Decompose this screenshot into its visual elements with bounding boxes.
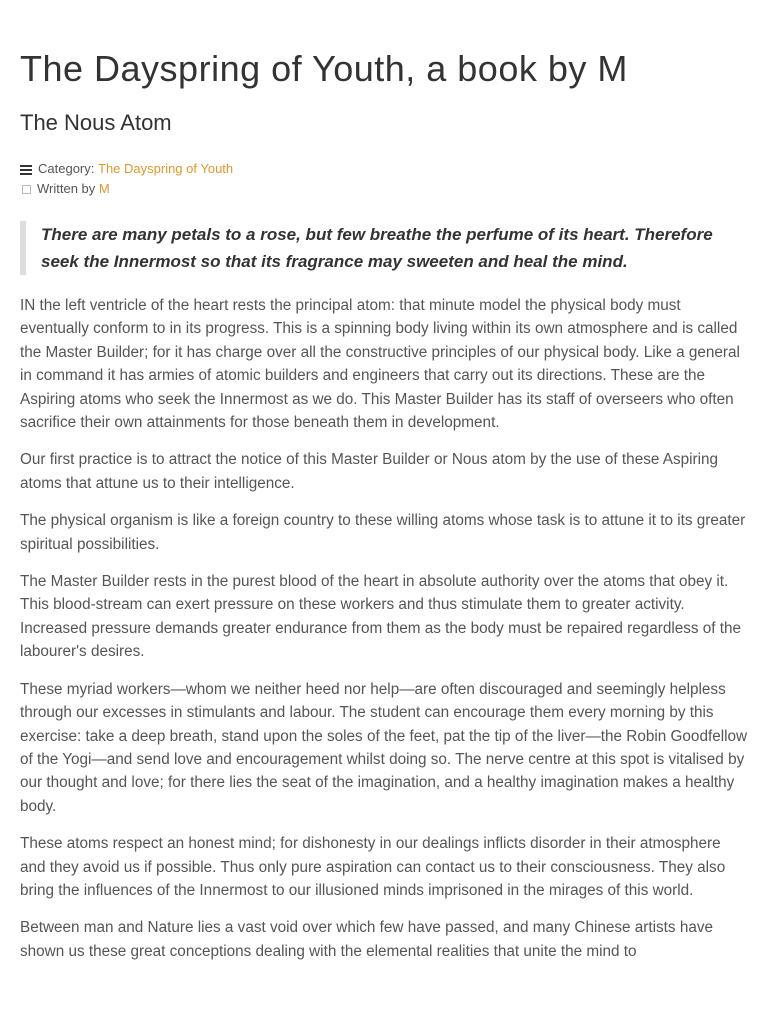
paragraph: The physical organism is like a foreign country to these willing atoms whose task is to attune it to its greater spiritual possibilities.	[20, 512, 746, 553]
list-icon	[20, 164, 32, 174]
user-icon	[22, 185, 31, 194]
category-label: Category:	[38, 161, 95, 176]
category-link[interactable]: The Dayspring of Youth	[98, 161, 234, 176]
paragraph: These myriad workers—whom we neither heed nor help—are often discouraged and seemingly helpless through our excesses in stimulants and labour. The student can encourage them every morning by this exercise: take a deep breath, stand upon the soles of the feet, pat the tip of the liver—the Robin Goodfellow of the Yogi—and send love and encouragement whilst doing so. The nerve centre at this spot is vitalised by our thought and love; for there lies the seat of the imagination, and a healthy imagination makes a healthy body.	[20, 680, 748, 815]
article-subtitle: The Nous Atom	[20, 110, 172, 135]
article-body	[20, 294, 748, 963]
author-link[interactable]: M	[98, 181, 110, 196]
pull-quote: There are many petals to a rose, but few breathe the perfume of its heart. Therefore seek the Innermost so that its fragrance may sweeten and heal the mind.	[20, 221, 748, 275]
paragraph: Our first practice is to attract the notice of this Master Builder or Nous atom by the use of these Aspiring atoms that attune us to their intelligence.	[20, 451, 719, 492]
article-page	[0, 48, 768, 963]
article-meta	[20, 159, 748, 199]
paragraph: IN the left ventricle of the heart rests the principal atom: that minute model the physical body must eventually conform to in its progress. This is a spinning body living within its own atmosphere and is called the Master Builder; for it has charge over all the constructive principles of our physical body. Like a general in command it has armies of atomic builders and engineers that carry out its directions. These are the Aspiring atoms who seek the Innermost as we do. This Master Builder has its staff of overseers who often sacrifice their own attainments for those beneath them in development.	[20, 297, 740, 432]
paragraph: Between man and Nature lies a vast void over which few have passed, and many Chinese artists have shown us these great conceptions dealing with the elemental realities that unite the mind to	[20, 919, 713, 960]
page-title: The Dayspring of Youth, a book by M	[20, 48, 628, 89]
author-row	[20, 179, 748, 199]
paragraph: These atoms respect an honest mind; for dishonesty in our dealings inflicts disorder in their atmosphere and they avoid us if possible. Thus only pure aspiration can contact us to their consciousness. They also bring the influences of the Innermost to our illusioned minds imprisoned in the mirages of this world.	[20, 835, 726, 899]
paragraph: The Master Builder rests in the purest blood of the heart in absolute authority over the atoms that obey it. This blood-stream can exert pressure on these workers and thus stimulate them to greater activity. Increased pressure demands greater endurance from them as the body must be repaired regardless of the labourer's desires.	[20, 573, 742, 661]
category-row	[20, 159, 748, 179]
author-label: Written by	[37, 181, 96, 196]
